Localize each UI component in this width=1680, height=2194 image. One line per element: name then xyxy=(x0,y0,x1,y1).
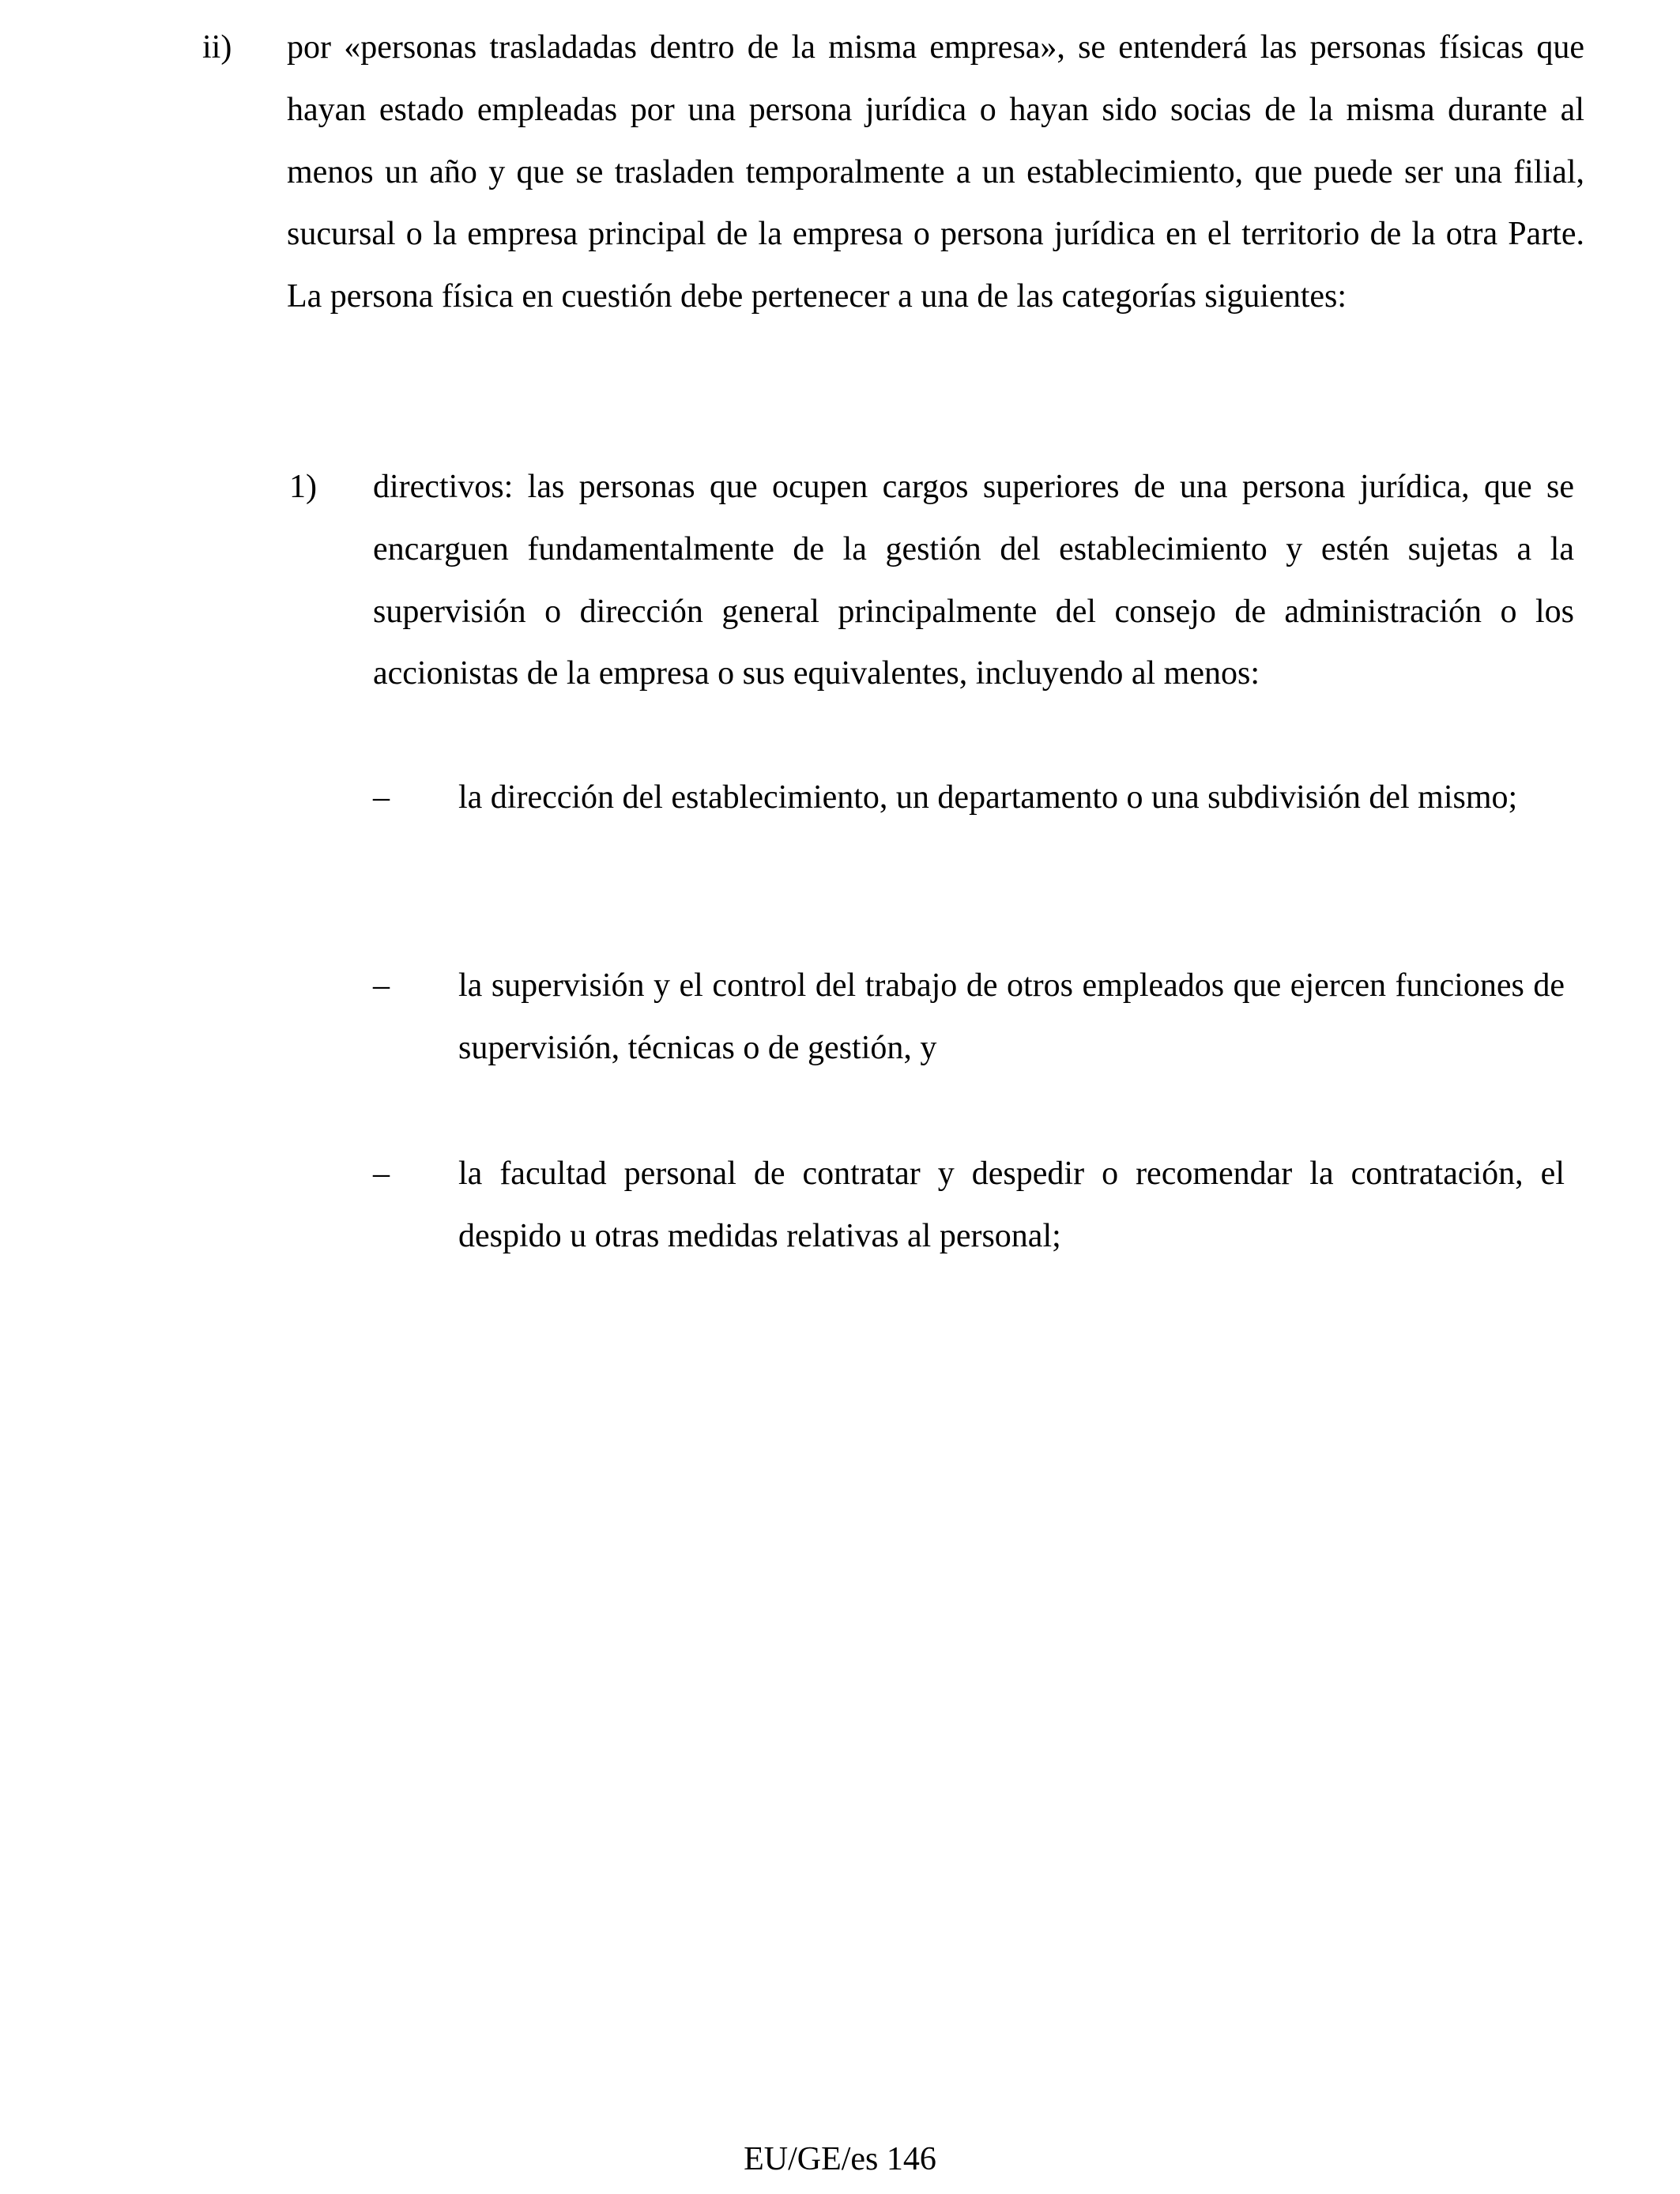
dash-item-text: la supervisión y el control del trabajo de otros empleados que ejercen funciones de supervisión, técnicas o de gestión, y xyxy=(458,967,1565,1066)
dash-marker: – xyxy=(373,967,390,1004)
list-item-text: directivos: las personas que ocupen cargos superiores de una persona jurídica, que se encarguen fundamentalmente de la gestión del establecimiento y estén sujetas a la supervisión o dirección general principalmente del consejo de administración o los accionistas de la empresa o sus equivalentes, incluyendo al menos: xyxy=(373,469,1574,692)
dash-item-text: la facultad personal de contratar y despedir o recomendar la contratación, el despido u otras medidas relativas al personal; xyxy=(458,1155,1565,1254)
dash-marker: – xyxy=(373,1155,390,1192)
dash-item-text: la dirección del establecimiento, un departamento o una subdivisión del mismo; xyxy=(458,779,1518,816)
list-item-text: por «personas trasladadas dentro de la misma empresa», se entenderá las personas físicas que hayan estado empleadas por una persona jurídica o hayan sido socias de la misma durante al menos un año y que se trasladen temporalmente a un establecimiento, que puede ser una filial, sucursal o la empresa principal de la empresa o persona jurídica en el territorio de la otra Parte. La persona física en cuestión debe pertenecer a una de las categorías siguientes: xyxy=(287,29,1584,315)
page-footer: EU/GE/es 146 xyxy=(744,2141,936,2177)
list-marker: 1) xyxy=(289,469,317,505)
dash-marker: – xyxy=(373,779,390,816)
list-marker: ii) xyxy=(202,29,232,66)
